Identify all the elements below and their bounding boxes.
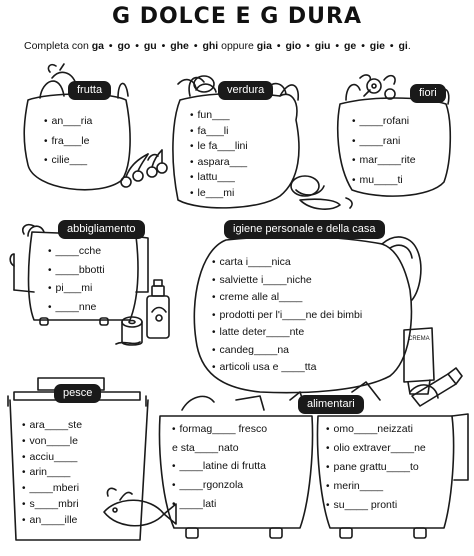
toilet-roll-icon [116, 317, 142, 345]
item-text[interactable]: olio extraver____ne [333, 442, 426, 454]
item-text[interactable]: articoli usa e ____tta [219, 361, 317, 373]
separator-dot: • [276, 40, 281, 52]
bullet-icon: • [352, 174, 356, 186]
bullet-icon: • [22, 498, 26, 510]
list-item [22, 497, 82, 513]
list-item [352, 114, 416, 130]
separator-dot: • [108, 40, 113, 52]
item-text[interactable]: fa___li [197, 124, 229, 137]
item-text[interactable]: creme alle al____ [219, 291, 303, 303]
syllable-ga: ga [91, 40, 104, 52]
separator-dot: • [193, 40, 198, 52]
item-text[interactable]: ____rani [359, 134, 401, 147]
instruction-line [24, 40, 464, 52]
list-item [172, 439, 267, 457]
item-text[interactable]: le fa___lini [197, 140, 248, 152]
list-frutta [44, 114, 92, 169]
bullet-icon: • [352, 155, 356, 166]
list-item [212, 359, 362, 377]
list-item [44, 134, 92, 150]
list-alimentari-left [172, 420, 267, 514]
bullet-icon: • [190, 125, 194, 137]
list-item [212, 289, 362, 307]
separator-dot: • [335, 40, 340, 52]
item-text[interactable]: salviette i____niche [219, 273, 312, 286]
list-item [172, 476, 267, 495]
bullet-icon: • [190, 156, 194, 168]
list-item [352, 153, 416, 169]
bullet-icon: • [212, 344, 216, 356]
instruction-lead: Completa con [24, 40, 89, 52]
list-fiori [352, 114, 416, 188]
list-item [172, 495, 267, 514]
list-item [326, 477, 426, 496]
item-text[interactable]: carta i____nica [219, 256, 291, 268]
bullet-icon: • [190, 141, 194, 152]
list-item [48, 263, 105, 279]
list-item [190, 124, 248, 140]
item-text[interactable]: pi___mi [55, 282, 93, 294]
item-text[interactable]: ____rofani [359, 115, 410, 127]
syllable-ghe: ghe [170, 40, 189, 52]
bullet-icon: • [352, 135, 356, 147]
item-text[interactable]: an___ria [51, 115, 93, 127]
item-text[interactable]: ____bbotti [55, 263, 105, 276]
item-text[interactable]: cilie___ [51, 154, 88, 166]
list-item [44, 114, 92, 130]
list-item [48, 300, 105, 316]
label-abbigliamento: abbigliamento [58, 220, 145, 239]
syllable-giu: giu [314, 40, 331, 52]
item-text[interactable]: ____nne [55, 300, 97, 313]
label-fiori: fiori [410, 84, 446, 103]
item-text[interactable]: ara____ste [29, 419, 83, 431]
syllable-gio: gio [285, 40, 302, 52]
bullet-icon: • [22, 483, 26, 495]
list-item [352, 173, 416, 189]
bullet-icon: • [326, 481, 330, 492]
bullet-icon: • [22, 451, 26, 463]
label-verdura: verdura [218, 81, 273, 100]
bullet-icon: • [212, 257, 216, 268]
bullet-icon: • [326, 443, 330, 454]
item-text[interactable]: s____mbri [29, 497, 79, 510]
item-text[interactable]: arin____ [29, 466, 71, 479]
bullet-icon: • [326, 424, 330, 435]
list-item [326, 439, 426, 458]
list-item [190, 108, 248, 124]
list-item [172, 457, 267, 476]
cherries-icon [121, 150, 167, 187]
list-alimentari-right [326, 420, 426, 515]
list-item [22, 513, 82, 529]
item-text[interactable]: ____lati [179, 498, 217, 510]
syllable-gie: gie [369, 40, 385, 52]
list-pesce [22, 418, 82, 529]
label-pesce: pesce [54, 384, 101, 403]
syllable-go: go [117, 40, 131, 52]
bullet-icon: • [326, 500, 330, 511]
item-text[interactable]: ____mberi [29, 482, 80, 495]
list-item [352, 134, 416, 150]
bullet-icon: • [172, 461, 176, 472]
bullet-icon: • [22, 420, 26, 431]
bullet-icon: • [352, 116, 356, 127]
list-item [212, 307, 362, 325]
item-text[interactable]: von____le [29, 434, 78, 447]
vegetables-icon [291, 176, 352, 209]
item-text[interactable]: aspara___ [197, 155, 248, 168]
crema-tube-text: CREMA [408, 336, 430, 342]
list-item [22, 418, 82, 434]
bullet-icon: • [172, 499, 176, 510]
bullet-icon: • [172, 480, 176, 491]
list-abbigliamento [48, 244, 105, 315]
list-item [22, 465, 82, 481]
item-text[interactable]: an____ille [29, 513, 78, 526]
bullet-icon: • [212, 327, 216, 338]
list-item [190, 139, 248, 155]
bullet-icon: • [190, 110, 194, 121]
item-text[interactable]: merin____ [333, 480, 384, 492]
list-item [212, 342, 362, 360]
list-item [212, 272, 362, 290]
item-text[interactable]: acciu____ [29, 450, 78, 463]
page-title: G DOLCE E G DURA [111, 4, 363, 29]
label-igiene: igiene personale e della casa [224, 220, 385, 239]
item-text[interactable]: omo____neizzati [333, 423, 413, 435]
syllable-ge: ge [344, 40, 357, 52]
list-item [22, 481, 82, 497]
list-item [22, 450, 82, 466]
syllable-gia: gia [256, 40, 272, 52]
list-item [326, 420, 426, 439]
list-item [190, 186, 248, 202]
bullet-icon: • [212, 309, 216, 321]
separator-dot: • [306, 40, 310, 52]
instruction-middle: oppure [221, 40, 254, 52]
bullet-icon: • [22, 467, 26, 479]
list-verdura [190, 108, 248, 201]
label-frutta: frutta [68, 81, 111, 100]
bullet-icon: • [48, 246, 52, 257]
bullet-icon: • [44, 116, 48, 127]
bullet-icon: • [48, 301, 52, 313]
item-text[interactable]: le___mi [197, 186, 235, 199]
syllable-gu: gu [143, 40, 157, 52]
list-item [212, 254, 362, 272]
bullet-icon: • [48, 264, 52, 276]
separator-dot: • [361, 40, 365, 52]
item-text[interactable]: fra___le [51, 134, 90, 147]
separator-dot: • [161, 40, 166, 52]
bullet-icon: • [172, 424, 176, 435]
bullet-icon: • [44, 135, 48, 147]
separator-dot: • [389, 40, 394, 52]
item-text[interactable]: latte deter____nte [219, 326, 305, 338]
bottle-icon [147, 280, 169, 338]
list-item [326, 458, 426, 477]
bullet-icon: • [22, 514, 26, 526]
bullet-icon: • [48, 283, 52, 294]
item-text[interactable]: ____latine di frutta [179, 460, 266, 472]
list-item [22, 434, 82, 450]
bullet-icon: • [190, 172, 194, 183]
label-alimentari: alimentari [298, 395, 364, 414]
bullet-icon: • [22, 435, 26, 447]
bullet-icon: • [212, 274, 216, 286]
instruction-end: . [407, 40, 411, 52]
item-text[interactable]: fun___ [197, 109, 230, 121]
list-item [326, 496, 426, 515]
bullet-icon: • [212, 362, 216, 373]
item-text[interactable]: mu____ti [359, 173, 403, 186]
item-text[interactable]: ____rgonzola [179, 479, 244, 491]
list-item [190, 155, 248, 171]
separator-dot: • [135, 40, 139, 52]
list-item [44, 153, 92, 169]
toothpaste-icon [412, 368, 462, 406]
item-text[interactable]: formag____ fresco [179, 423, 268, 435]
list-item [212, 324, 362, 342]
item-text[interactable]: su____ pronti [333, 499, 398, 511]
syllable-ghi: ghi [202, 40, 219, 52]
item-text[interactable]: pane grattu____to [333, 461, 419, 473]
item-text[interactable]: lattu___ [197, 171, 235, 183]
item-text[interactable]: prodotti per l'i____ne dei bimbi [219, 308, 363, 321]
bullet-icon: • [326, 462, 330, 473]
bullet-icon: • [212, 292, 216, 303]
list-item [48, 244, 105, 260]
item-text[interactable]: mar____rite [359, 154, 416, 166]
list-item [48, 281, 105, 297]
item-text[interactable]: candeg____na [219, 343, 290, 356]
bullet-icon: • [190, 187, 194, 199]
list-item [190, 170, 248, 186]
item-text[interactable]: ____cche [55, 245, 102, 257]
item-text[interactable]: e sta____nato [172, 442, 239, 454]
bullet-icon: • [44, 155, 48, 166]
list-item [172, 420, 267, 439]
list-igiene [212, 254, 362, 377]
syllable-gi: gi [398, 40, 408, 52]
